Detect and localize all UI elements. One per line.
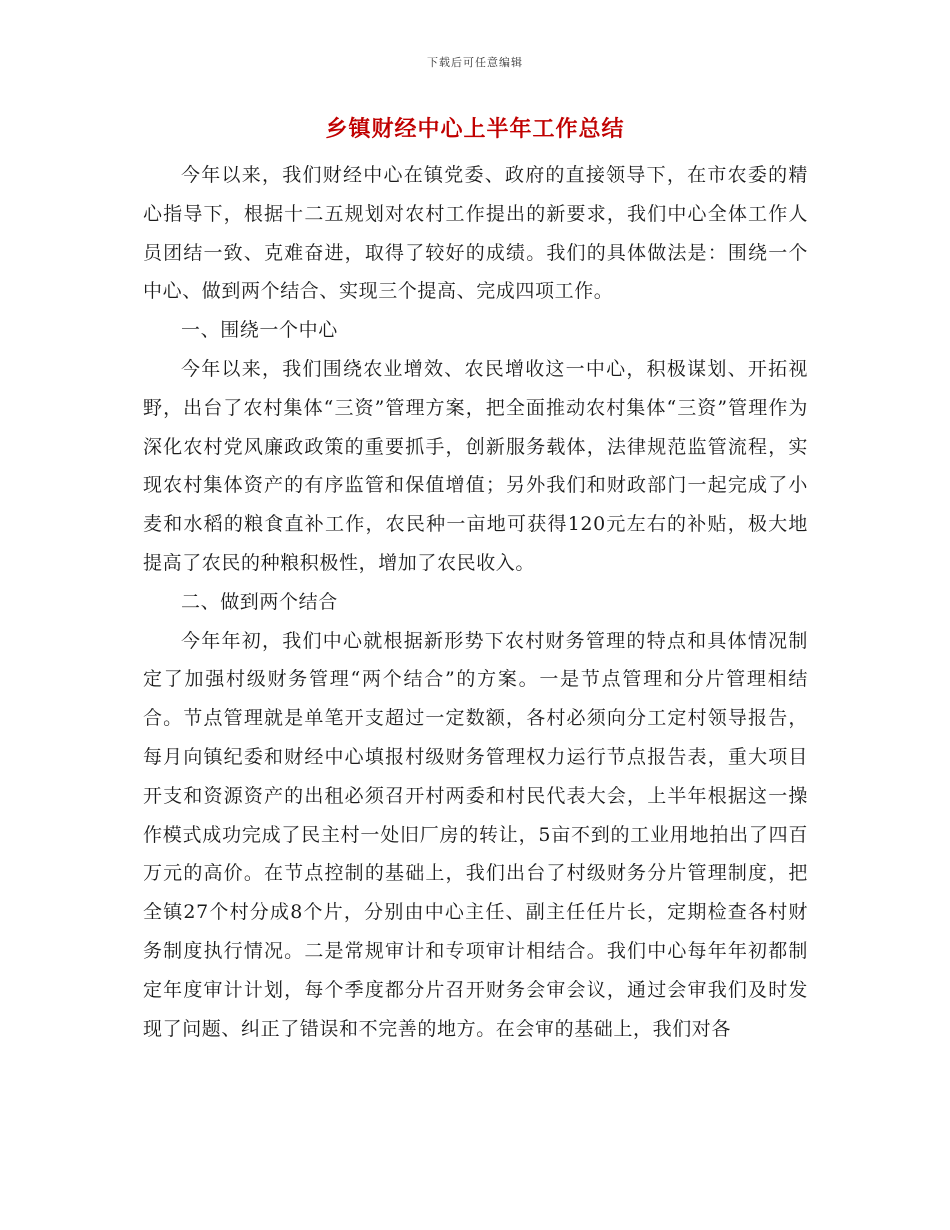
page-header-note: 下载后可任意编辑 bbox=[427, 56, 523, 69]
section-heading-1: 一、围绕一个中心 bbox=[181, 319, 338, 342]
intro-paragraph: 今年以来，我们财经中心在镇党委、政府的直接领导下，在市农委的精心指导下，根据十二五规划对农村工作提出的新要求，我们中心全体工作人员团结一致、克难奋进，取得了较好的成绩。我们的具体做法是：围绕一个中心、做到两个结合、实现三个提高、完成四项工作。 bbox=[143, 164, 808, 303]
section-1-paragraph: 今年以来，我们围绕农业增效、农民增收这一中心，积极谋划、开拓视野，出台了农村集体“三资”管理方案，把全面推动农村集体“三资”管理作为深化农村党风廉政政策的重要抓手，创新服务载体，法律规范监管流程，实现农村集体资产的有序监管和保值增值；另外我们和财政部门一起完成了小麦和水稻的粮食直补工作，农民种一亩地可获得120元左右的补贴，极大地提高了农民的种粮积极性，增加了农民收入。 bbox=[143, 357, 808, 574]
section-heading-2: 二、做到两个结合 bbox=[181, 590, 338, 613]
section-2-paragraph: 今年年初，我们中心就根据新形势下农村财务管理的特点和具体情况制定了加强村级财务管理“两个结合”的方案。一是节点管理和分片管理相结合。节点管理就是单笔开支超过一定数额，各村必须向分工定村领导报告，每月向镇纪委和财经中心填报村级财务管理权力运行节点报告表，重大项目开支和资源资产的出租必须召开村两委和村民代表大会，上半年根据这一操作模式成功完成了民主村一处旧厂房的转让，5亩不到的工业用地拍出了四百万元的高价。在节点控制的基础上，我们出台了村级财务分片管理制度，把全镇27个村分成8个片，分别由中心主任、副主任任片长，定期检查各村财务制度执行情况。二是常规审计和专项审计相结合。我们中心每年年初都制定年度审计计划，每个季度都分片召开财务会审会议，通过会审我们及时发现了问题、纠正了错误和不完善的地方。在会审的基础上，我们对各 bbox=[143, 629, 808, 1040]
document-body bbox=[143, 156, 808, 1048]
document-title: 乡镇财经中心上半年工作总结 bbox=[325, 116, 625, 142]
